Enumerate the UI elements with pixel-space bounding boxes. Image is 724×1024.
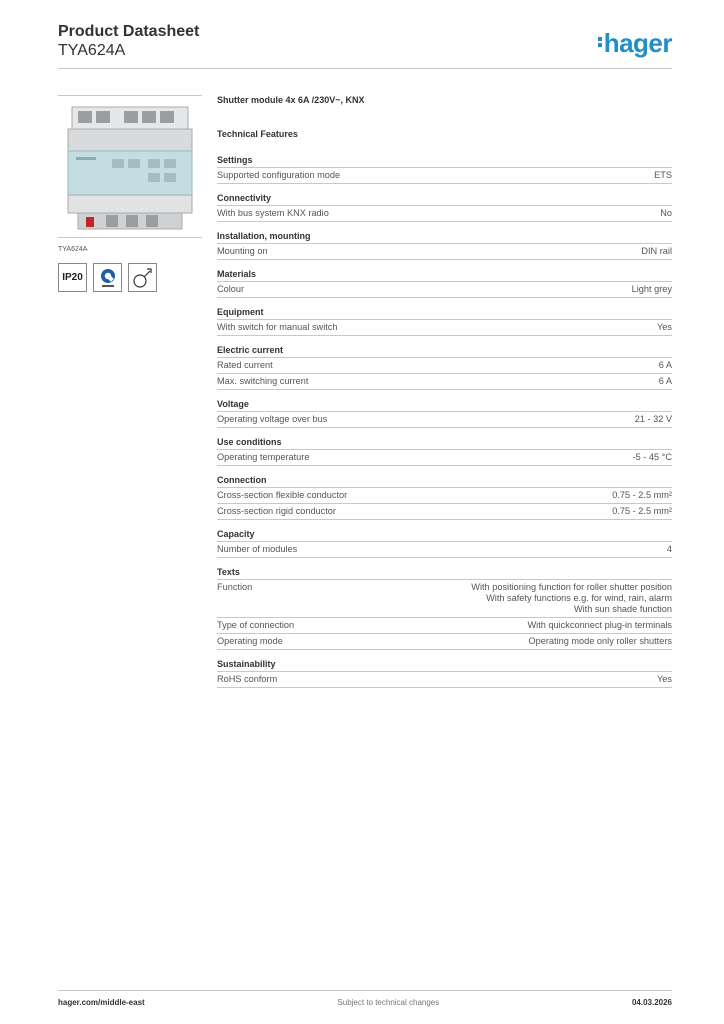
spec-group-title: Materials — [217, 269, 672, 282]
product-image — [58, 95, 202, 238]
din-module-icon — [64, 101, 196, 233]
spec-groups — [217, 155, 672, 688]
spec-value: No — [660, 208, 672, 218]
logo-dots-icon — [598, 35, 603, 49]
image-caption: TYA624A — [58, 246, 88, 253]
spec-row — [217, 580, 672, 618]
spec-row — [217, 672, 672, 688]
spec-group — [217, 231, 672, 260]
quickconnect-icon — [93, 263, 122, 292]
spec-label: Function — [217, 582, 253, 592]
spec-row — [217, 542, 672, 558]
footer-disclaimer: Subject to technical changes — [337, 998, 440, 1007]
spec-group-title: Texts — [217, 567, 672, 580]
spec-label: Type of connection — [217, 620, 295, 630]
ip20-badge: IP20 — [58, 263, 87, 292]
spec-row — [217, 244, 672, 260]
spec-group-title: Use conditions — [217, 437, 672, 450]
spec-row — [217, 412, 672, 428]
spec-row — [217, 450, 672, 466]
spec-group-title: Equipment — [217, 307, 672, 320]
spec-label: Supported configuration mode — [217, 170, 341, 180]
spec-group — [217, 269, 672, 298]
spec-group-title: Sustainability — [217, 659, 672, 672]
spec-label: Mounting on — [217, 246, 268, 256]
section-title: Technical Features — [217, 129, 298, 139]
spec-label: With bus system KNX radio — [217, 208, 329, 218]
spec-group-title: Installation, mounting — [217, 231, 672, 244]
spec-group — [217, 345, 672, 390]
spec-value: With quickconnect plug-in terminals — [527, 620, 672, 630]
footer-date: 04.03.2026 — [631, 998, 672, 1007]
spec-value: 6 A — [658, 360, 672, 370]
spec-label: Cross-section flexible conductor — [217, 490, 348, 500]
spec-group-title: Connection — [217, 475, 672, 488]
spec-group-title: Connectivity — [217, 193, 672, 206]
spec-value: Light grey — [631, 284, 672, 294]
spec-value: -5 - 45 °C — [632, 452, 672, 462]
spec-value: 6 A — [658, 376, 672, 386]
spec-group — [217, 529, 672, 558]
knx-radio-icon — [128, 263, 157, 292]
spec-group — [217, 155, 672, 184]
spec-label: RoHS conform — [217, 674, 278, 684]
spec-label: Operating voltage over bus — [217, 414, 328, 424]
spec-group-title: Voltage — [217, 399, 672, 412]
spec-label: Max. switching current — [217, 376, 309, 386]
page-footer — [58, 990, 672, 1007]
spec-value-line: With positioning function for roller shutter position — [471, 582, 672, 592]
spec-group — [217, 437, 672, 466]
certification-badges — [58, 263, 202, 292]
spec-row — [217, 206, 672, 222]
spec-label: Number of modules — [217, 544, 298, 554]
spec-group — [217, 475, 672, 520]
page-header — [58, 22, 672, 69]
spec-label: Rated current — [217, 360, 273, 370]
spec-row — [217, 504, 672, 520]
spec-label: Cross-section rigid conductor — [217, 506, 336, 516]
spec-label: Operating mode — [217, 636, 283, 646]
left-column — [58, 95, 202, 292]
spec-label: Operating temperature — [217, 452, 310, 462]
spec-value-line: With safety functions e.g. for wind, rain, alarm — [486, 593, 672, 603]
spec-group — [217, 307, 672, 336]
spec-row — [217, 358, 672, 374]
spec-group — [217, 567, 672, 650]
spec-value: DIN rail — [641, 246, 672, 256]
spec-group — [217, 399, 672, 428]
spec-group-title: Settings — [217, 155, 672, 168]
spec-row — [217, 282, 672, 298]
spec-group — [217, 193, 672, 222]
spec-value: Operating mode only roller shutters — [528, 636, 672, 646]
spec-row — [217, 488, 672, 504]
spec-value: 0.75 - 2.5 mm² — [612, 506, 672, 516]
spec-row — [217, 374, 672, 390]
spec-row — [217, 618, 672, 634]
spec-value: 0.75 - 2.5 mm² — [612, 490, 672, 500]
spec-row — [217, 634, 672, 650]
spec-value: Yes — [657, 674, 672, 684]
spec-row — [217, 320, 672, 336]
product-code: TYA624A — [58, 42, 126, 59]
product-name: Shutter module 4x 6A /230V~, KNX — [217, 95, 365, 105]
spec-value: 21 - 32 V — [634, 414, 672, 424]
spec-group-title: Electric current — [217, 345, 672, 358]
spec-value: Yes — [657, 322, 672, 332]
page-title: Product Datasheet — [58, 23, 200, 40]
hager-logo: hager — [598, 28, 672, 59]
spec-row — [217, 168, 672, 184]
specs-column — [217, 95, 672, 697]
spec-label: With switch for manual switch — [217, 322, 338, 332]
spec-label: Colour — [217, 284, 245, 294]
footer-website: hager.com/middle-east — [58, 998, 145, 1007]
spec-value — [471, 582, 672, 615]
spec-value: 4 — [666, 544, 672, 554]
spec-value: ETS — [654, 170, 672, 180]
spec-group-title: Capacity — [217, 529, 672, 542]
spec-value-line: With sun shade function — [573, 604, 672, 614]
spec-group — [217, 659, 672, 688]
